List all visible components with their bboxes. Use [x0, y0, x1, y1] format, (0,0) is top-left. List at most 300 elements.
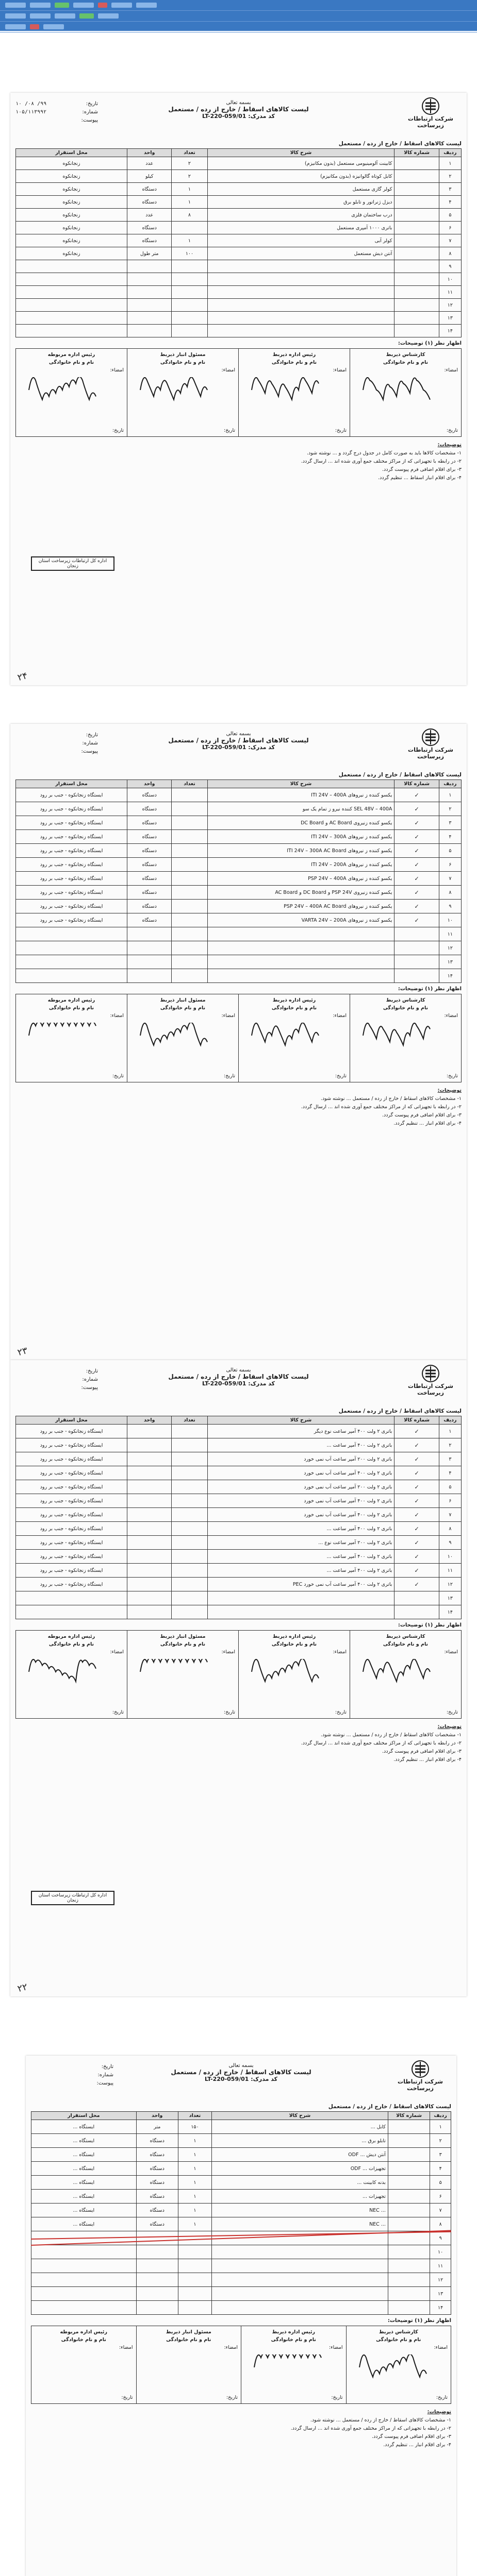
table-row [16, 886, 462, 900]
meta-attachment-label: پیوست: [96, 2080, 113, 2086]
table-row [16, 969, 462, 983]
footnote-item: ۴- برای اقلام انبار ... تنظیم گردد. [383, 2442, 451, 2448]
table-cell: ✓ [394, 1536, 439, 1550]
table-cell: ۶ [439, 1494, 461, 1508]
table-cell: ایستگاه زنجانکوه - جنب بر رود [16, 1522, 127, 1536]
table-cell: ✓ [394, 1550, 439, 1564]
table-cell: ۲ [439, 1438, 461, 1452]
signature-label: امضاء: [110, 367, 124, 373]
table-cell [207, 941, 394, 955]
table-cell [388, 2245, 430, 2259]
logo-icon [411, 2060, 430, 2078]
table-cell: باتری ۲ ولت ۴۰۰ آمپر ساعت نوع دیگر [207, 1425, 394, 1438]
column-header: تعداد [178, 2112, 211, 2120]
table-header-row [31, 2112, 451, 2120]
signature-table [15, 994, 462, 1082]
table-cell: باتری ۲ ولت ۴۰۰ آمپر ساعت ... [207, 1564, 394, 1578]
signature-label: امضاء: [328, 2345, 343, 2350]
table-cell: ایستگاه ... [31, 2217, 137, 2231]
table-cell: ۲ [439, 802, 461, 816]
signature-date: تاریخ: [223, 1073, 235, 1079]
table-cell: ✓ [394, 913, 439, 927]
table-cell: باتری ۲ ولت ۲۰۰ آمپر ساعت نوع ... [207, 1536, 394, 1550]
table-cell: زنجانکوه [16, 196, 127, 209]
toolbar-strip [0, 11, 477, 22]
form-title [141, 731, 337, 751]
table-cell: ایستگاه زنجانکوه - جنب بر رود [16, 1452, 127, 1466]
table-cell: ۵ [439, 844, 461, 858]
table-cell: ۷ [439, 234, 461, 247]
table-row [16, 273, 462, 286]
company-name: شرکت ارتباطات زیرساخت [408, 1383, 453, 1396]
table-cell: یکسو کننده ز نیروهای VARTA 24V – 200A [207, 913, 394, 927]
table-cell [394, 209, 439, 222]
logo-icon [421, 97, 440, 115]
title-main: لیست کالاهای اسقاط / خارج از رده / مستعمل [171, 2069, 311, 2076]
footnote-item: ۳- برای اقلام اضافی فرم پیوست گردد. [371, 2434, 451, 2439]
signature-date: تاریخ: [335, 1709, 347, 1715]
comment-line: اظهار نظر (۱) توضیحات: [398, 341, 462, 346]
table-cell [16, 325, 127, 337]
signature-name-label: نام و نام خانوادگی [160, 1005, 206, 1011]
table-cell [127, 927, 172, 941]
table-cell: ۲ [172, 170, 207, 183]
table-cell: ۱ [430, 2120, 451, 2134]
table-cell [394, 196, 439, 209]
table-cell [178, 2245, 211, 2259]
meta-date [31, 2063, 113, 2071]
footnote-item: ۳- برای اقلام اضافی فرم پیوست گردد. [382, 1112, 462, 1118]
column-header: واحد [127, 1416, 172, 1425]
table-row [16, 1564, 462, 1578]
table-row [16, 312, 462, 325]
handwritten-signature [252, 2354, 324, 2383]
table-cell: ۱ [172, 234, 207, 247]
table-cell [207, 260, 394, 273]
table-cell [388, 2190, 430, 2204]
meta-number-label: شماره: [82, 109, 98, 115]
signature-role: رئیس اداره مربوطه [60, 2329, 107, 2335]
table-cell: ۸ [439, 1522, 461, 1536]
column-header: ردیف [439, 149, 461, 157]
table-row [16, 1452, 462, 1466]
table-cell: ۴ [439, 196, 461, 209]
signature-date: تاریخ: [121, 2395, 133, 2400]
table-cell [172, 1550, 207, 1564]
signature-label: امضاء: [444, 1013, 458, 1019]
table-cell [394, 286, 439, 299]
table-cell [136, 2301, 178, 2315]
table-cell: ۱۱ [439, 1564, 461, 1578]
table-cell: زنجانکوه [16, 247, 127, 260]
table-cell: ۱ [178, 2190, 211, 2204]
form-meta [15, 731, 98, 756]
table-cell: دستگاه [127, 802, 172, 816]
meta-number [15, 108, 98, 116]
column-header: تعداد [172, 780, 207, 788]
table-row [16, 1522, 462, 1536]
form-header [10, 93, 467, 139]
table-cell: عدد [127, 209, 172, 222]
table-row [16, 1508, 462, 1522]
table-cell [16, 955, 127, 969]
table-cell: ۳ [439, 1452, 461, 1466]
table-cell: دستگاه [136, 2217, 178, 2231]
meta-attachment [15, 1384, 98, 1392]
table-cell: ۶ [430, 2190, 451, 2204]
signature-role: رئیس اداره ذیربط [272, 2329, 315, 2335]
handwritten-signature [360, 1023, 433, 1051]
footnote-item: ۱- مشخصات کالاهای اسقاط / خارج از رده / مستعمل ... نوشته شود. [320, 1096, 462, 1101]
table-cell: ۱ [172, 183, 207, 196]
table-cell: تجهیزات ... ODF [212, 2162, 388, 2176]
signature-label: امضاء: [434, 2345, 448, 2350]
table-cell: دستگاه [136, 2148, 178, 2162]
form-page [10, 93, 467, 685]
table-cell [16, 286, 127, 299]
column-header: واحد [127, 780, 172, 788]
table-cell [172, 941, 207, 955]
table-cell: ایستگاه زنجانکوه - جنب بر رود [16, 1494, 127, 1508]
table-cell: ... NEC [212, 2204, 388, 2217]
table-cell: کابینت آلومینیومی مستعمل (بدون مکانیزم) [207, 157, 394, 170]
table-cell: ایستگاه ... [31, 2176, 137, 2190]
handwritten-signature [138, 377, 210, 405]
table-cell: باتری ۱۰۰۰ آمپری مستعمل [207, 222, 394, 234]
footnote-item: ۱- مشخصات کالاها باید به صورت کامل در جدول درج گردد و ... نوشته شود. [306, 450, 462, 456]
table-cell: ۱۴ [439, 969, 461, 983]
table-cell [172, 927, 207, 941]
title-basmala: بسمه تعالی [228, 2063, 254, 2069]
form-meta [15, 1367, 98, 1392]
meta-date [15, 731, 98, 739]
table-cell: دستگاه [136, 2134, 178, 2148]
table-row [16, 913, 462, 927]
table-cell: ✓ [394, 1564, 439, 1578]
page-number: ۲۴ [16, 670, 29, 684]
table-cell: ۱۱ [439, 927, 461, 941]
title-main: لیست کالاهای اسقاط / خارج از رده / مستعمل [168, 106, 309, 113]
table-cell: ایستگاه ... [31, 2162, 137, 2176]
document-code: کد مدرک: LT-220-059/01 [202, 744, 275, 751]
table-row [31, 2273, 451, 2287]
table-cell: ۳ [439, 183, 461, 196]
table-cell: ۱ [178, 2217, 211, 2231]
table-cell: ۶ [439, 858, 461, 872]
table-cell: ۱۰ [439, 273, 461, 286]
table-cell: دستگاه [127, 900, 172, 913]
table-cell: دیزل ژنراتور و تابلو برق [207, 196, 394, 209]
form-header [26, 2056, 456, 2102]
table-cell [394, 299, 439, 312]
table-cell [212, 2245, 388, 2259]
table-cell: ایستگاه زنجانکوه - جنب بر رود [16, 886, 127, 900]
table-cell: ایستگاه زنجانکوه - جنب بر رود [16, 844, 127, 858]
table-cell: ✓ [394, 1425, 439, 1438]
signature-date: تاریخ: [112, 428, 124, 433]
footnote-item: ۱- مشخصات کالاهای اسقاط / خارج از رده / مستعمل ... نوشته شود. [310, 2417, 451, 2423]
meta-number-label: شماره: [82, 740, 98, 746]
meta-attachment-label: پیوست: [81, 749, 98, 754]
column-header: واحد [136, 2112, 178, 2120]
signature-table [15, 1630, 462, 1719]
table-row [16, 941, 462, 955]
table-cell: ایستگاه زنجانکوه - جنب بر رود [16, 913, 127, 927]
table-cell [172, 1508, 207, 1522]
signature-name-label: نام و نام خانوادگی [48, 1641, 94, 1647]
signature-name-label: نام و نام خانوادگی [271, 1641, 317, 1647]
meta-date [15, 1367, 98, 1376]
table-cell: باتری ۲ ولت ۴۰۰ آمپر ساعت آب نمی خورد PEC [207, 1578, 394, 1591]
signature-date: تاریخ: [112, 1709, 124, 1715]
table-row [16, 1550, 462, 1564]
table-row [16, 816, 462, 830]
table-cell [127, 299, 172, 312]
table-row [16, 222, 462, 234]
table-cell [172, 969, 207, 983]
table-cell [31, 2301, 137, 2315]
table-cell: آنتن دیش ... ODF [212, 2148, 388, 2162]
document-code: کد مدرک: LT-220-059/01 [202, 1380, 275, 1387]
column-header: محل استقرار [16, 1416, 127, 1425]
table-cell [172, 1452, 207, 1466]
company-logo [400, 728, 462, 760]
table-cell [207, 927, 394, 941]
signature-date: تاریخ: [335, 1073, 347, 1079]
table-cell: ... NEC [212, 2217, 388, 2231]
table-cell [207, 969, 394, 983]
table-cell: دستگاه [127, 830, 172, 844]
table-cell [127, 1508, 172, 1522]
meta-number [15, 1376, 98, 1384]
company-name: شرکت ارتباطات زیرساخت [408, 115, 453, 129]
table-cell: دستگاه [127, 183, 172, 196]
table-cell: ۱۴ [439, 1605, 461, 1619]
table-cell: کیلو [127, 170, 172, 183]
table-cell: باتری ۲ ولت ۴۰۰ آمپر ساعت آب نمی خورد [207, 1466, 394, 1480]
footnotes-heading: توضیحات: [437, 1724, 462, 1730]
table-cell: ✓ [394, 872, 439, 886]
table-row [16, 844, 462, 858]
signature-label: امضاء: [333, 1013, 347, 1019]
table-cell [394, 222, 439, 234]
footnotes [15, 441, 462, 482]
table-cell: یکسو کننده ز نیروهای PSP 24V – 400A AC Board [207, 900, 394, 913]
table-cell: ✓ [394, 788, 439, 802]
table-row [16, 1536, 462, 1550]
table-cell [172, 1438, 207, 1452]
logo-icon [421, 1364, 440, 1383]
table-cell [136, 2245, 178, 2259]
toolbar-strip [0, 22, 477, 32]
handwritten-signature [357, 2354, 429, 2383]
table-cell: ۸ [439, 886, 461, 900]
table-cell [388, 2301, 430, 2315]
table-caption: لیست کالاهای اسقاط / خارج از رده / مستعمل [338, 1408, 462, 1414]
handwritten-signature [249, 1659, 321, 1687]
handwritten-signature [138, 1659, 210, 1687]
table-cell: ایستگاه زنجانکوه - جنب بر رود [16, 1425, 127, 1438]
table-cell [172, 913, 207, 927]
table-cell: دستگاه [127, 858, 172, 872]
table-cell: یکسو کننده زنیروی PSP 24V و DC Board و AC Board [207, 886, 394, 900]
signature-role: رئیس اداره ذیربط [272, 352, 316, 358]
table-row [16, 802, 462, 816]
table-cell: ۸ [430, 2217, 451, 2231]
table-cell [172, 273, 207, 286]
table-cell [172, 1522, 207, 1536]
table-row [16, 299, 462, 312]
meta-number-value: ۱۰۵/۱۱۳۹۹۲ [15, 109, 47, 115]
table-cell [172, 1591, 207, 1605]
table-cell [16, 927, 127, 941]
table-cell: ۱ [439, 788, 461, 802]
comment-line: اظهار نظر (۱) توضیحات: [387, 2318, 451, 2324]
table-row [16, 247, 462, 260]
table-cell [172, 1480, 207, 1494]
signature-role: مسئول انبار ذیربط [160, 1634, 206, 1639]
table-cell [212, 2273, 388, 2287]
table-header-row [16, 149, 462, 157]
column-header: شرح کالا [207, 780, 394, 788]
table-cell [172, 299, 207, 312]
browser-toolbar [0, 0, 477, 31]
signature-cell [241, 2326, 346, 2403]
table-cell [394, 325, 439, 337]
signature-role: رئیس اداره ذیربط [272, 1634, 316, 1639]
table-cell: ۸ [172, 209, 207, 222]
signature-name-label: نام و نام خانوادگی [383, 1641, 429, 1647]
signature-name-label: نام و نام خانوادگی [166, 2337, 211, 2343]
table-cell [127, 1578, 172, 1591]
table-cell: ایستگاه زنجانکوه - جنب بر رود [16, 1480, 127, 1494]
table-row [31, 2120, 451, 2134]
handwritten-signature [360, 377, 433, 405]
table-cell [31, 2245, 137, 2259]
table-cell: ۶ [439, 222, 461, 234]
table-cell: ۱۰ [439, 1550, 461, 1564]
table-row [16, 196, 462, 209]
table-cell: دستگاه [127, 872, 172, 886]
column-header: شماره کالا [388, 2112, 430, 2120]
meta-date-label: تاریخ: [86, 1368, 98, 1374]
signature-date: تاریخ: [335, 428, 347, 433]
table-row [16, 830, 462, 844]
table-cell [127, 1438, 172, 1452]
table-cell: ۲ [430, 2134, 451, 2148]
table-cell: عدد [127, 157, 172, 170]
table-cell [172, 1494, 207, 1508]
signature-role: کارشناس ذیربط [379, 2329, 418, 2335]
form-page [10, 724, 467, 1360]
document-code: کد مدرک: LT-220-059/01 [204, 2076, 278, 2082]
handwritten-signature [26, 1023, 98, 1051]
signature-label: امضاء: [224, 2345, 238, 2350]
signature-cell [31, 2326, 136, 2403]
signature-label: امضاء: [333, 1649, 347, 1655]
signature-label: امضاء: [221, 1649, 235, 1655]
company-name: شرکت ارتباطات زیرساخت [398, 2078, 443, 2092]
signature-date: تاریخ: [223, 1709, 235, 1715]
form-meta [31, 2063, 113, 2088]
table-cell: ۱ [178, 2176, 211, 2190]
table-row [16, 183, 462, 196]
table-cell: باتری ۲ ولت ۲۰۰ آمپر ساعت آب نمی خورد [207, 1452, 394, 1466]
footnote-item: ۳- برای اقلام اضافی فرم پیوست گردد. [382, 467, 462, 472]
table-cell: ۴ [439, 830, 461, 844]
signature-role: مسئول انبار ذیربط [166, 2329, 211, 2335]
signature-cell [350, 994, 461, 1082]
table-cell: بدنه کابینت ... [212, 2176, 388, 2190]
table-row [16, 1438, 462, 1452]
table-cell: باتری ۲ ولت ۴۰۰ آمپر ساعت ... [207, 1550, 394, 1564]
table-cell [207, 1605, 394, 1619]
meta-number [15, 739, 98, 748]
table-row [16, 157, 462, 170]
column-header: ردیف [439, 1416, 461, 1425]
table-cell [212, 2287, 388, 2301]
table-cell: متر طول [127, 247, 172, 260]
table-cell: دستگاه [127, 816, 172, 830]
table-cell: دستگاه [136, 2190, 178, 2204]
meta-date-value: ۹۹/ ۰۸/ ۱۰ [15, 101, 47, 107]
company-logo [400, 1364, 462, 1396]
table-cell: ۱۲ [439, 941, 461, 955]
table-cell: دستگاه [136, 2204, 178, 2217]
table-cell: یکسو کننده ز نیروهای ITI 24V – 300A [207, 830, 394, 844]
signature-date: تاریخ: [112, 1073, 124, 1079]
table-cell [394, 157, 439, 170]
footnote-item: ۴- برای اقلام انبار اسقاط ... تنظیم گردد. [378, 475, 462, 481]
table-row [16, 209, 462, 222]
official-stamp [31, 556, 114, 571]
page-number: ۲۳ [16, 1345, 29, 1359]
table-cell: ۱ [178, 2148, 211, 2162]
table-row [16, 260, 462, 273]
column-header: شماره کالا [394, 1416, 439, 1425]
footnotes [15, 1087, 462, 1128]
table-cell: ✓ [394, 830, 439, 844]
table-cell [388, 2204, 430, 2217]
meta-attachment [15, 116, 98, 125]
footnotes-heading: توضیحات: [437, 442, 462, 448]
table-cell: ۳ [430, 2148, 451, 2162]
form-header [10, 724, 467, 770]
column-header: تعداد [172, 149, 207, 157]
table-cell: باتری ۲ ولت ۴۰۰ آمپر ساعت آب نمی خورد [207, 1494, 394, 1508]
table-cell: ۱۲ [439, 1578, 461, 1591]
table-cell [394, 1591, 439, 1605]
table-cell [207, 325, 394, 337]
table-cell: دستگاه [136, 2176, 178, 2190]
handwritten-signature [249, 377, 321, 405]
table-cell [388, 2148, 430, 2162]
table-cell: یکسو کننده ز نیروهای ITI 24V – 300A AC Board [207, 844, 394, 858]
table-cell [388, 2231, 430, 2245]
signature-name-label: نام و نام خانوادگی [383, 360, 429, 365]
table-cell: باتری ۲ ولت ۲۰۰ آمپر ساعت آب نمی خورد [207, 1480, 394, 1494]
table-cell: ۹ [439, 260, 461, 273]
comment-line: اظهار نظر (۱) توضیحات: [398, 986, 462, 992]
table-cell: ۴ [430, 2162, 451, 2176]
table-cell [172, 816, 207, 830]
table-cell: ۱۲ [430, 2273, 451, 2287]
table-cell: ۵ [439, 1480, 461, 1494]
table-cell: باتری ۲ ولت ۴۰۰ آمپر ساعت ... [207, 1522, 394, 1536]
table-row [16, 858, 462, 872]
title-main: لیست کالاهای اسقاط / خارج از رده / مستعمل [168, 1373, 309, 1380]
footnote-item: ۴- برای اقلام انبار ... تنظیم گردد. [393, 1757, 462, 1762]
